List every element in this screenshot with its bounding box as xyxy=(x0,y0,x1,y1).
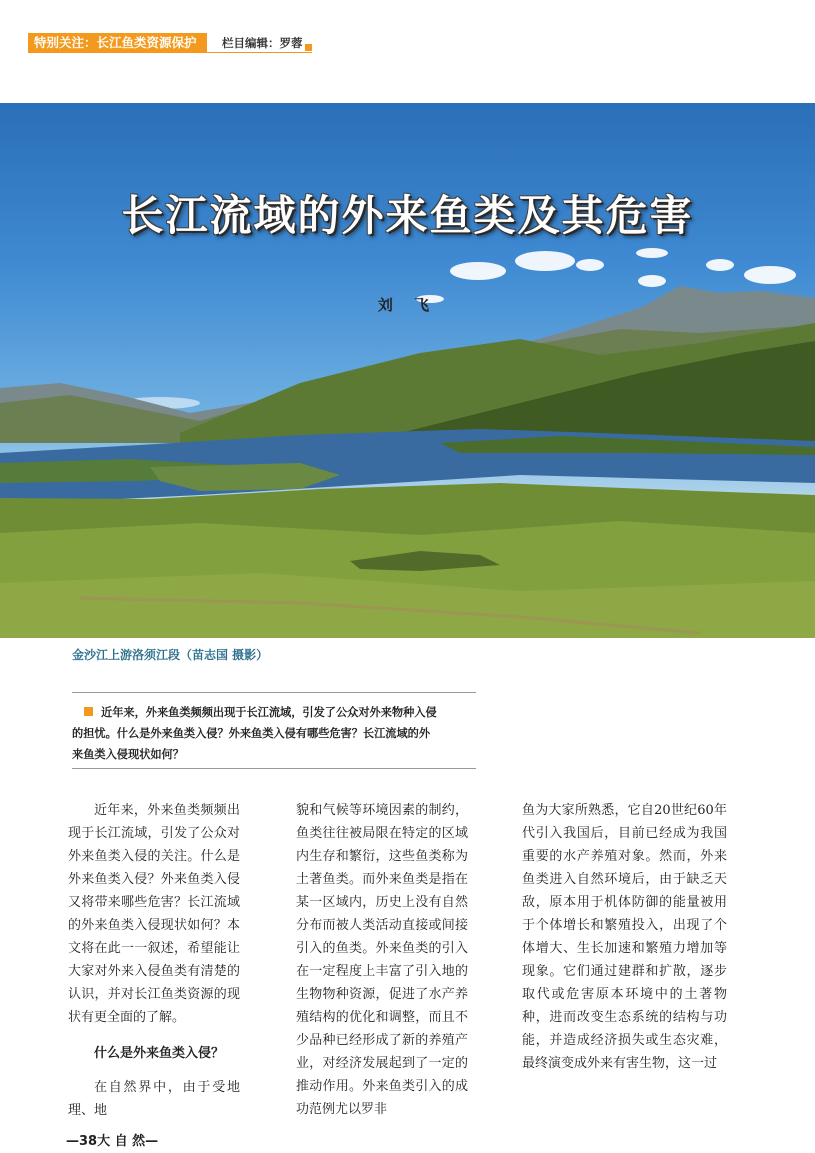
abstract-bottom-rule xyxy=(72,768,476,769)
abstract-line: 来鱼类入侵现状如何？ xyxy=(72,747,184,761)
section-tag: 特别关注：长江鱼类资源保护 xyxy=(28,33,207,53)
abstract-line: 近年来，外来鱼类频频出现于长江流域，引发了公众对外来物种入侵 xyxy=(72,702,476,723)
section-heading: 什么是外来鱼类入侵？ xyxy=(94,1046,225,1061)
abstract-top-rule xyxy=(72,692,476,693)
abstract-line: 的担忧。什么是外来鱼类入侵？外来鱼类入侵有哪些危害？长江流域的外 xyxy=(72,726,431,740)
article-author: 刘 飞 xyxy=(377,296,438,314)
article-title: 长江流域的外来鱼类及其危害 xyxy=(121,191,694,240)
column-editor: 栏目编辑：罗蓉 xyxy=(222,36,303,50)
abstract xyxy=(72,702,476,765)
hero-photo xyxy=(0,103,815,638)
body-column-1 xyxy=(68,799,240,1122)
page-footer: —38大 自 然— xyxy=(66,1134,159,1149)
body-paragraph: 在自然界中，由于受地理、地 xyxy=(68,1080,240,1118)
body-paragraph: 貌和气候等环境因素的制约，鱼类往往被局限在特定的区域内生存和繁衍，这些鱼类称为土著鱼类。而外来鱼类是指在某一区域内，历史上没有自然分布而被人类活动直接或间接引入的鱼类。外来鱼类的引入在一定程度上丰富了引入地的生物物种资源，促进了水产养殖结构的优化和调整，而且不少品种已经形成了新的养殖产业，对经济发展起到了一定的推动作用。外来鱼类引入的成功范例尤以罗非 xyxy=(296,803,468,1117)
header-square-marker xyxy=(305,44,312,51)
body-paragraph: 近年来，外来鱼类频频出现于长江流域，引发了公众对外来鱼类入侵的关注。什么是外来鱼类入侵？外来鱼类入侵又将带来哪些危害？长江流域的外来鱼类入侵现状如何？本文将在此一一叙述，希望能让大家对外来入侵鱼类有清楚的认识，并对长江鱼类资源的现状有更全面的了解。 xyxy=(68,803,240,1025)
photo-caption: 金沙江上游洛须江段（苗志国 摄影） xyxy=(72,648,269,662)
section-header xyxy=(28,33,312,53)
header-rule xyxy=(28,52,312,53)
body-column-3 xyxy=(522,799,727,1075)
body-column-2 xyxy=(296,799,468,1121)
body-paragraph: 鱼为大家所熟悉，它自20世纪60年代引入我国后，目前已经成为我国重要的水产养殖对象。然而，外来鱼类进入自然环境后，由于缺乏天敌，原本用于机体防御的能量被用于个体增长和繁殖投入，出现了个体增大、生长加速和繁殖力增加等现象。它们通过建群和扩散，逐步取代或危害原本环境中的土著物种，进而改变生态系统的结构与功能，并造成经济损失或生态灾难，最终演变成外来有害生物，这一过 xyxy=(522,803,727,1071)
abstract-square-icon xyxy=(84,707,93,716)
